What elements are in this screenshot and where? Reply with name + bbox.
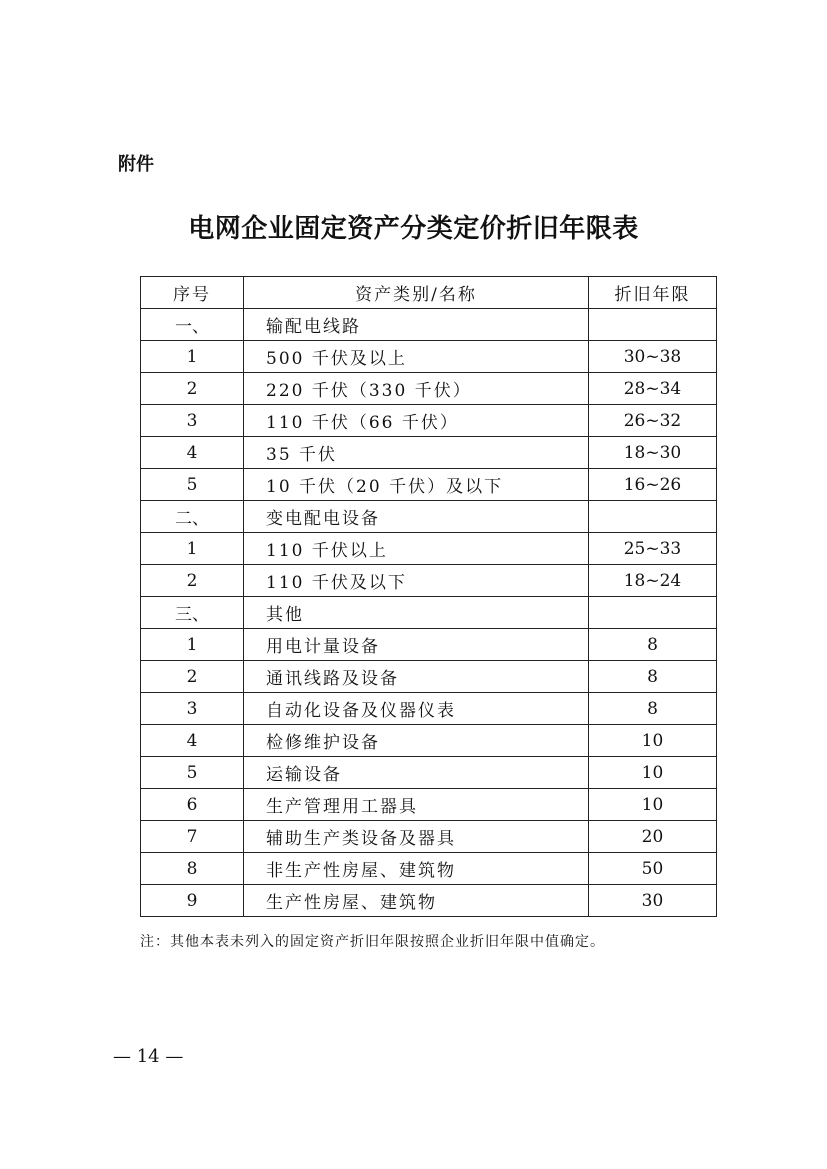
row-category: 110 千伏及以下 (244, 565, 589, 597)
row-years: 30 (589, 885, 717, 917)
table-row (141, 341, 717, 373)
table-row (141, 469, 717, 501)
row-category: 其他 (244, 597, 589, 629)
table-row (141, 597, 717, 629)
row-serial: 3 (141, 693, 244, 725)
row-years: 30~38 (589, 341, 717, 373)
table-row (141, 757, 717, 789)
row-serial: 4 (141, 437, 244, 469)
header-category: 资产类别/名称 (244, 277, 589, 309)
row-years (589, 501, 717, 533)
depreciation-table (140, 276, 717, 917)
row-category: 10 千伏（20 千伏）及以下 (244, 469, 589, 501)
table-row (141, 405, 717, 437)
row-category: 辅助生产类设备及器具 (244, 821, 589, 853)
row-serial: 3 (141, 405, 244, 437)
row-category: 检修维护设备 (244, 725, 589, 757)
row-serial: 8 (141, 853, 244, 885)
row-category: 生产管理用工器具 (244, 789, 589, 821)
row-serial: 一、 (141, 309, 244, 341)
table-row (141, 629, 717, 661)
row-years: 16~26 (589, 469, 717, 501)
row-serial: 9 (141, 885, 244, 917)
table-body (141, 309, 717, 917)
table-row (141, 853, 717, 885)
row-years: 28~34 (589, 373, 717, 405)
header-years: 折旧年限 (589, 277, 717, 309)
row-years: 10 (589, 725, 717, 757)
row-years: 8 (589, 693, 717, 725)
row-years: 10 (589, 789, 717, 821)
row-years: 8 (589, 629, 717, 661)
row-years (589, 597, 717, 629)
row-category: 110 千伏以上 (244, 533, 589, 565)
row-category: 35 千伏 (244, 437, 589, 469)
row-serial: 2 (141, 373, 244, 405)
row-years: 18~24 (589, 565, 717, 597)
row-category: 500 千伏及以上 (244, 341, 589, 373)
row-category: 220 千伏（330 千伏） (244, 373, 589, 405)
table-row (141, 437, 717, 469)
table-row (141, 661, 717, 693)
row-serial: 5 (141, 469, 244, 501)
attachment-label: 附件 (118, 154, 154, 175)
table-row (141, 725, 717, 757)
row-years: 25~33 (589, 533, 717, 565)
row-serial: 2 (141, 565, 244, 597)
row-category: 自动化设备及仪器仪表 (244, 693, 589, 725)
table-row (141, 533, 717, 565)
row-category: 通讯线路及设备 (244, 661, 589, 693)
row-serial: 1 (141, 629, 244, 661)
table-row (141, 885, 717, 917)
row-years: 26~32 (589, 405, 717, 437)
row-serial: 4 (141, 725, 244, 757)
row-serial: 二、 (141, 501, 244, 533)
row-category: 输配电线路 (244, 309, 589, 341)
row-category: 生产性房屋、建筑物 (244, 885, 589, 917)
row-category: 非生产性房屋、建筑物 (244, 853, 589, 885)
row-category: 用电计量设备 (244, 629, 589, 661)
row-category: 运输设备 (244, 757, 589, 789)
row-category: 变电配电设备 (244, 501, 589, 533)
row-serial: 7 (141, 821, 244, 853)
row-years (589, 309, 717, 341)
page-title: 电网企业固定资产分类定价折旧年限表 (188, 214, 639, 244)
row-years: 50 (589, 853, 717, 885)
row-years: 18~30 (589, 437, 717, 469)
table-row (141, 309, 717, 341)
table-note: 注：其他本表未列入的固定资产折旧年限按照企业折旧年限中值确定。 (140, 934, 605, 950)
table-row (141, 821, 717, 853)
row-serial: 2 (141, 661, 244, 693)
table-row (141, 789, 717, 821)
table-header-row (141, 277, 717, 309)
row-category: 110 千伏（66 千伏） (244, 405, 589, 437)
row-years: 8 (589, 661, 717, 693)
table-row (141, 565, 717, 597)
table-row (141, 693, 717, 725)
row-serial: 6 (141, 789, 244, 821)
header-serial: 序号 (141, 277, 244, 309)
row-serial: 1 (141, 533, 244, 565)
row-years: 20 (589, 821, 717, 853)
row-years: 10 (589, 757, 717, 789)
table-row (141, 373, 717, 405)
page-number: — 14 — (113, 1046, 184, 1067)
row-serial: 5 (141, 757, 244, 789)
row-serial: 1 (141, 341, 244, 373)
row-serial: 三、 (141, 597, 244, 629)
table-row (141, 501, 717, 533)
